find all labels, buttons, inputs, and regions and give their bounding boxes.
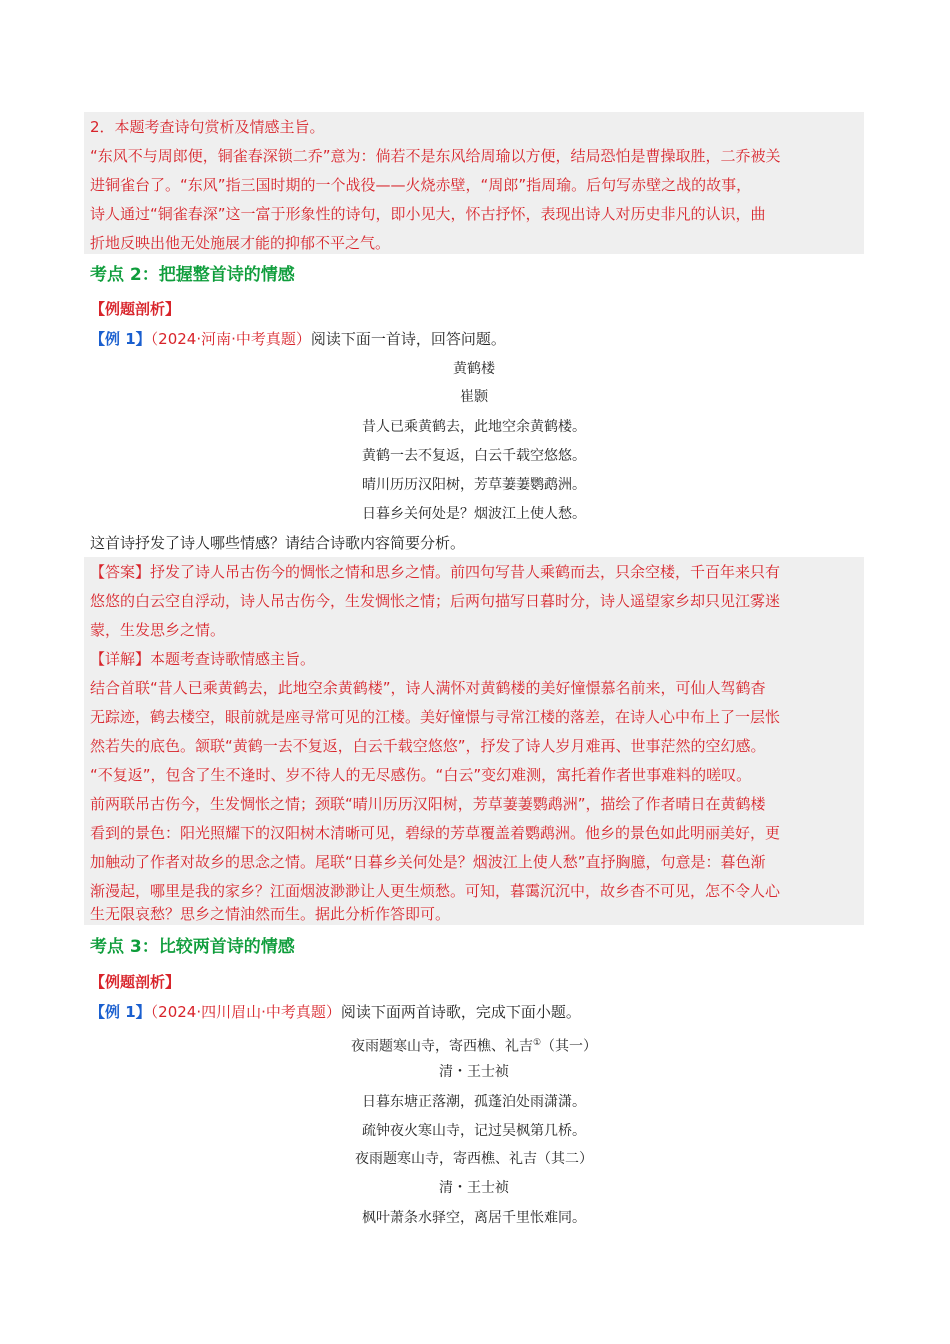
footnote-mark: ① xyxy=(532,1038,542,1048)
poem-line: 昔人已乘黄鹤去，此地空余黄鹤楼。 xyxy=(362,419,586,435)
example-label: 【例 1】 xyxy=(90,330,151,348)
section-heading: 考点 3：比较两首诗的情感 xyxy=(90,937,295,957)
poem-line: 疏钟夜火寒山寺，记过吴枫第几桥。 xyxy=(362,1123,586,1139)
example-source: （2024·河南·中考真题） xyxy=(150,330,311,348)
poem-line: 黄鹤一去不复返，白云千载空悠悠。 xyxy=(362,448,586,464)
example-prompt: 阅读下面两首诗歌，完成下面小题。 xyxy=(340,1003,581,1021)
answer-line: 【答案】抒发了诗人吊古伤今的惆怅之情和思乡之情。前四句写昔人乘鹤而去，只余空楼，千百年来只有 xyxy=(90,563,781,581)
detail-line: 渐漫起，哪里是我的家乡？江面烟波渺渺让人更生烦愁。可知，暮霭沉沉中，故乡杳不可见，怎不令人心 xyxy=(90,882,781,900)
section-heading: 考点 2：把握整首诗的情感 xyxy=(90,265,295,285)
detail-heading: 【详解】本题考查诗歌情感主旨。 xyxy=(90,650,316,668)
detail-line: 结合首联“昔人已乘黄鹤去，此地空余黄鹤楼”，诗人满怀对黄鹤楼的美好憧憬慕名前来，可仙人驾鹤杳 xyxy=(90,679,766,697)
detail-line: 无踪迹，鹤去楼空，眼前就是座寻常可见的江楼。美好憧憬与寻常江楼的落差，在诗人心中布上了一层怅 xyxy=(90,708,781,726)
example-prompt: 阅读下面一首诗，回答问题。 xyxy=(310,330,506,348)
poem-title: 夜雨题寒山寺，寄西樵、礼吉（其二） xyxy=(355,1151,593,1167)
explanation-line: 折地反映出他无处施展才能的抑郁不平之气。 xyxy=(90,234,391,252)
poem-title-text: 夜雨题寒山寺，寄西樵、礼吉 xyxy=(350,1038,533,1055)
poem-title xyxy=(84,1032,864,1058)
detail-line: 看到的景色：阳光照耀下的汉阳树木清晰可见，碧绿的芳草覆盖着鹦鹉洲。他乡的景色如此明丽美好，更 xyxy=(90,824,781,842)
poem-author: 崔颢 xyxy=(460,389,488,405)
poem-line: 枫叶萧条水驿空，离居千里怅难同。 xyxy=(362,1210,586,1226)
poem-author: 清・王士祯 xyxy=(439,1064,509,1080)
explanation-line: 2．本题考查诗句赏析及情感主旨。 xyxy=(90,118,325,136)
example-source: （2024·四川眉山·中考真题） xyxy=(150,1003,341,1021)
example-tag: 【例题剖析】 xyxy=(90,300,181,318)
example-tag: 【例题剖析】 xyxy=(90,973,181,991)
question-text: 这首诗抒发了诗人哪些情感？请结合诗歌内容简要分析。 xyxy=(90,534,466,552)
detail-line: 加触动了作者对故乡的思念之情。尾联“日暮乡关何处是？烟波江上使人愁”直抒胸臆，句意是：暮色渐 xyxy=(90,853,766,871)
detail-line: 生无限哀愁？思乡之情油然而生。据此分析作答即可。 xyxy=(90,905,451,923)
poem-line: 日暮东塘正落潮，孤蓬泊处雨潇潇。 xyxy=(362,1094,586,1110)
example-line xyxy=(90,1000,581,1024)
poem-title-suffix: （其一） xyxy=(541,1038,598,1055)
poem-author: 清・王士祯 xyxy=(439,1180,509,1196)
example-line xyxy=(90,327,506,351)
detail-line: 然若失的底色。颔联“黄鹤一去不复返，白云千载空悠悠”，抒发了诗人岁月难再、世事茫然的空幻感。 xyxy=(90,737,766,755)
detail-line: 前两联吊古伤今，生发惆怅之情；颈联“晴川历历汉阳树，芳草萋萋鹦鹉洲”，描绘了作者晴日在黄鹤楼 xyxy=(90,795,766,813)
answer-line: 悠悠的白云空自浮动，诗人吊古伤今，生发惆怅之情；后两句描写日暮时分，诗人遥望家乡却只见江雾迷 xyxy=(90,592,781,610)
poem-title: 黄鹤楼 xyxy=(453,361,495,377)
example-label: 【例 1】 xyxy=(90,1003,151,1021)
answer-line: 蒙，生发思乡之情。 xyxy=(90,621,226,639)
explanation-line: 诗人通过“铜雀春深”这一富于形象性的诗句，即小见大，怀古抒怀，表现出诗人对历史非凡的认识，曲 xyxy=(90,205,766,223)
poem-line: 日暮乡关何处是？烟波江上使人愁。 xyxy=(362,506,586,522)
explanation-line: 进铜雀台了。“东风”指三国时期的一个战役——火烧赤壁，“周郎”指周瑜。后句写赤壁之战的故事， xyxy=(90,176,752,194)
poem-line: 晴川历历汉阳树，芳草萋萋鹦鹉洲。 xyxy=(362,477,586,493)
detail-line: “不复返”，包含了生不逢时、岁不待人的无尽感伤。“白云”变幻难测，寓托着作者世事难料的嗟叹。 xyxy=(90,766,752,784)
explanation-line: “东风不与周郎便，铜雀春深锁二乔”意为：倘若不是东风给周瑜以方便，结局恐怕是曹操取胜，二乔被关 xyxy=(90,147,781,165)
